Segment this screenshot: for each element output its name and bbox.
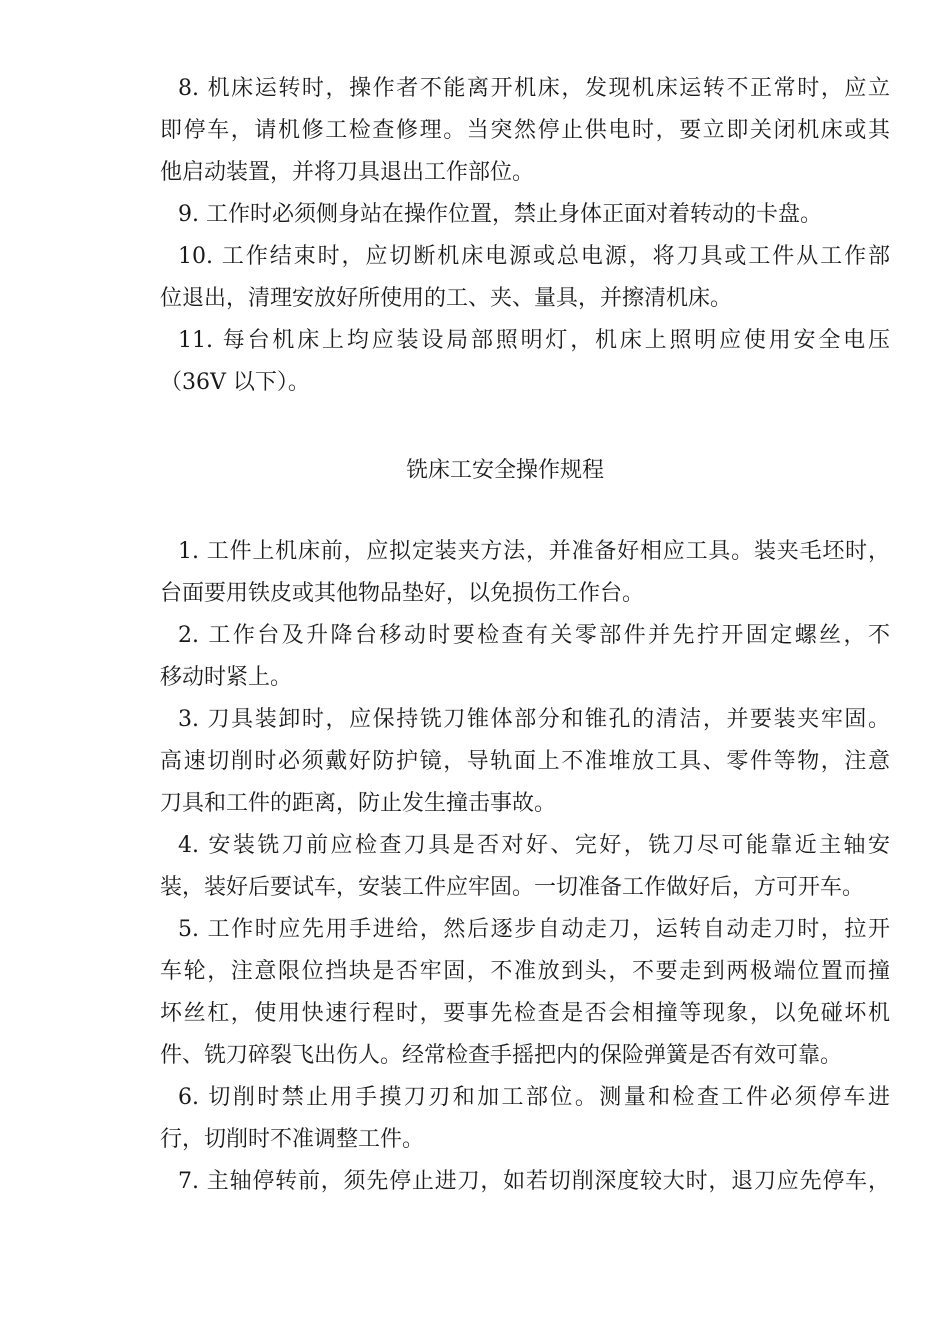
rule-10-line-1: 10. 工作结束时，应切断机床电源或总电源，将刀具或工件从工作部: [178, 244, 890, 269]
milling-rule-6-line-2: 行，切削时不准调整工件。: [160, 1127, 425, 1152]
milling-rules: [160, 531, 890, 1203]
milling-rule-3-line-1: 3. 刀具装卸时，应保持铣刀锥体部分和锥孔的清洁，并要装夹牢固。: [178, 707, 890, 732]
milling-rule-2-line-1: 2. 工作台及升降台移动时要检查有关零部件并先拧开固定螺丝，不: [178, 623, 890, 648]
milling-rule-5-line-1: 5. 工作时应先用手进给，然后逐步自动走刀，运转自动走刀时，拉开: [178, 917, 890, 942]
milling-rule-5-line-2: 车轮，注意限位挡块是否牢固，不准放到头，不要走到两极端位置而撞: [160, 959, 890, 984]
rule-10-line-2: 位退出，清理安放好所使用的工、夹、量具，并擦清机床。: [160, 286, 733, 311]
milling-rule-1-line-2: 台面要用铁皮或其他物品垫好，以免损伤工作台。: [160, 581, 645, 606]
milling-rule-6-line-1: 6. 切削时禁止用手摸刀刃和加工部位。测量和检查工件必须停车进: [178, 1085, 890, 1110]
rule-9-line-1: 9. 工作时必须侧身站在操作位置，禁止身体正面对着转动的卡盘。: [178, 202, 822, 227]
milling-rule-2-line-2: 移动时紧上。: [160, 665, 293, 690]
rule-11-line-1: 11. 每台机床上均应装设局部照明灯，机床上照明应使用安全电压: [178, 328, 890, 353]
section-heading: 铣床工安全操作规程: [405, 458, 604, 483]
lathe-rules-continued: [160, 68, 890, 404]
milling-rule-4-line-2: 装，装好后要试车，安装工件应牢固。一切准备工作做好后，方可开车。: [160, 875, 865, 900]
milling-rule-4-line-1: 4. 安装铣刀前应检查刀具是否对好、完好，铣刀尽可能靠近主轴安: [178, 833, 890, 858]
rule-11-line-2: （36V 以下）。: [160, 370, 310, 395]
milling-rule-7-line-1: 7. 主轴停转前，须先停止进刀，如若切削深度较大时，退刀应先停车，: [178, 1169, 890, 1194]
milling-rule-5-line-4: 件、铣刀碎裂飞出伤人。经常检查手摇把内的保险弹簧是否有效可靠。: [160, 1043, 843, 1068]
rule-8-line-3: 他启动装置，并将刀具退出工作部位。: [160, 160, 535, 185]
milling-rule-3-line-3: 刀具和工件的距离，防止发生撞击事故。: [160, 791, 557, 816]
milling-rule-1-line-1: 1. 工件上机床前，应拟定装夹方法，并准备好相应工具。装夹毛坯时，: [178, 539, 890, 564]
milling-rule-3-line-2: 高速切削时必须戴好防护镜，导轨面上不准堆放工具、零件等物，注意: [160, 749, 890, 774]
milling-rule-5-line-3: 坏丝杠，使用快速行程时，要事先检查是否会相撞等现象，以免碰坏机: [160, 1001, 890, 1026]
rule-8-line-2: 即停车，请机修工检查修理。当突然停止供电时，要立即关闭机床或其: [160, 118, 890, 143]
rule-8-line-1: 8. 机床运转时，操作者不能离开机床，发现机床运转不正常时，应立: [178, 76, 890, 101]
